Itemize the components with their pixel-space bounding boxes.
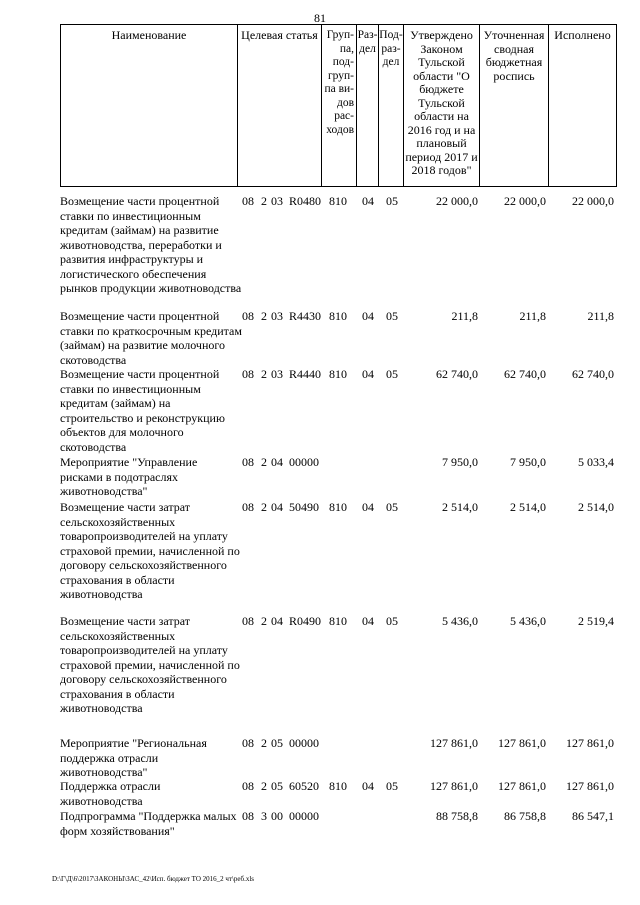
refined-amount: 2 514,0 (510, 500, 546, 514)
refined-amount: 5 436,0 (510, 614, 546, 628)
row-name: Мероприятие "Управление рисками в подотраслях животноводства" (60, 455, 198, 498)
target-code-program: 08 (242, 194, 254, 208)
executed-amount: 86 547,1 (572, 809, 614, 823)
subsection-code: 05 (386, 614, 398, 628)
expense-group: 810 (329, 614, 347, 628)
section-code: 04 (362, 194, 374, 208)
header-group-text: Груп- па, под- груп- па ви- дов рас- ходов (324, 29, 354, 136)
target-code-event: 03 (271, 367, 283, 381)
approved-amount: 127 861,0 (430, 736, 478, 750)
header-name-text: Наименование (111, 28, 187, 42)
target-code-program: 08 (242, 736, 254, 750)
row-name: Мероприятие "Региональная поддержка отрасли животноводства" (60, 736, 207, 779)
refined-amount: 62 740,0 (504, 367, 546, 381)
page-number: 81 (314, 11, 326, 25)
section-code: 04 (362, 614, 374, 628)
section-code: 04 (362, 779, 374, 793)
executed-amount: 127 861,0 (566, 779, 614, 793)
row-name: Возмещение части процентной ставки по инвестиционным кредитам (займам) на развитие животноводства, переработки и развития инфраструктуры и логистического обеспечения рынков продукции животноводства (60, 194, 242, 295)
approved-amount: 7 950,0 (442, 455, 478, 469)
target-code-subprogram: 2 (261, 736, 267, 750)
expense-group: 810 (329, 779, 347, 793)
target-code-event: 03 (271, 194, 283, 208)
refined-amount: 127 861,0 (498, 779, 546, 793)
header-target (238, 24, 322, 187)
approved-amount: 127 861,0 (430, 779, 478, 793)
subsection-code: 05 (386, 309, 398, 323)
section-code: 04 (362, 500, 374, 514)
header-name (60, 24, 238, 187)
section-code: 04 (362, 367, 374, 381)
target-code-subprogram: 2 (261, 614, 267, 628)
refined-amount: 7 950,0 (510, 455, 546, 469)
header-group (322, 24, 357, 187)
executed-amount: 5 033,4 (578, 455, 614, 469)
subsection-code: 05 (386, 194, 398, 208)
section-code: 04 (362, 309, 374, 323)
expense-group: 810 (329, 500, 347, 514)
target-code-program: 08 (242, 309, 254, 323)
executed-amount: 211,8 (587, 309, 614, 323)
target-code-direction: 50490 (289, 500, 319, 514)
expense-group: 810 (329, 309, 347, 323)
subsection-code: 05 (386, 779, 398, 793)
approved-amount: 5 436,0 (442, 614, 478, 628)
target-code-program: 08 (242, 500, 254, 514)
target-code-direction: R4440 (289, 367, 322, 381)
subsection-code: 05 (386, 367, 398, 381)
subsection-code: 05 (386, 500, 398, 514)
executed-amount: 2 519,4 (578, 614, 614, 628)
row-name: Подпрограмма "Поддержка малых форм хозяйствования" (60, 809, 237, 838)
executed-amount: 22 000,0 (572, 194, 614, 208)
target-code-event: 04 (271, 500, 283, 514)
file-path-footer: D:\Г\Д\6\2017\ЗАКОНЫ\ЗАС_42\Исп. бюджет ТО 2016_2 чт\реб.xls (52, 875, 255, 883)
target-code-direction: R0490 (289, 614, 322, 628)
target-code-program: 08 (242, 779, 254, 793)
approved-amount: 211,8 (451, 309, 478, 323)
approved-amount: 88 758,8 (436, 809, 478, 823)
target-code-direction: 60520 (289, 779, 319, 793)
executed-amount: 127 861,0 (566, 736, 614, 750)
header-section-text: Раз- дел (357, 29, 378, 55)
header-refined (480, 24, 549, 187)
target-code-program: 08 (242, 455, 254, 469)
target-code-subprogram: 2 (261, 194, 267, 208)
refined-amount: 86 758,8 (504, 809, 546, 823)
target-code-subprogram: 2 (261, 367, 267, 381)
target-code-direction: 00000 (289, 736, 319, 750)
target-code-event: 03 (271, 309, 283, 323)
row-name: Возмещение части процентной ставки по краткосрочным кредитам (займам) на развитие молочного скотоводства (60, 309, 242, 367)
target-code-program: 08 (242, 614, 254, 628)
target-code-direction: R0480 (289, 194, 322, 208)
expense-group: 810 (329, 367, 347, 381)
header-approved-text: Утверждено Законом Тульской области "О бюджете Тульской области на 2016 год и на плановый период 2017 и 2018 годов" (405, 28, 478, 177)
expense-group: 810 (329, 194, 347, 208)
target-code-event: 05 (271, 736, 283, 750)
target-code-direction: 00000 (289, 809, 319, 823)
header-target-text: Целевая статья (241, 28, 318, 42)
target-code-subprogram: 2 (261, 500, 267, 514)
target-code-program: 08 (242, 809, 254, 823)
row-name: Поддержка отрасли животноводства (60, 779, 161, 808)
target-code-event: 00 (271, 809, 283, 823)
approved-amount: 62 740,0 (436, 367, 478, 381)
target-code-event: 04 (271, 455, 283, 469)
refined-amount: 127 861,0 (498, 736, 546, 750)
executed-amount: 2 514,0 (578, 500, 614, 514)
header-executed (549, 24, 617, 187)
target-code-direction: 00000 (289, 455, 319, 469)
header-executed-text: Исполнено (554, 28, 611, 42)
refined-amount: 211,8 (519, 309, 546, 323)
header-subsection-text: Под- раз- дел (379, 29, 403, 68)
target-code-subprogram: 3 (261, 809, 267, 823)
header-section (357, 24, 379, 187)
target-code-event: 05 (271, 779, 283, 793)
target-code-event: 04 (271, 614, 283, 628)
approved-amount: 22 000,0 (436, 194, 478, 208)
target-code-program: 08 (242, 367, 254, 381)
target-code-subprogram: 2 (261, 455, 267, 469)
header-approved (404, 24, 480, 187)
approved-amount: 2 514,0 (442, 500, 478, 514)
refined-amount: 22 000,0 (504, 194, 546, 208)
header-subsection (379, 24, 404, 187)
row-name: Возмещение части процентной ставки по инвестиционным кредитам (займам) на строительство и реконструкцию объектов для молочного скотоводства (60, 367, 225, 454)
target-code-direction: R4430 (289, 309, 322, 323)
target-code-subprogram: 2 (261, 779, 267, 793)
target-code-subprogram: 2 (261, 309, 267, 323)
row-name: Возмещение части затрат сельскохозяйственных товаропроизводителей на уплату страховой премии, начисленной по договору сельскохозяйственного страхования в области животноводства (60, 614, 240, 715)
header-refined-text: Уточненная сводная бюджетная роспись (483, 28, 545, 83)
row-name: Возмещение части затрат сельскохозяйственных товаропроизводителей на уплату страховой премии, начисленной по договору сельскохозяйственного страхования в области животноводства (60, 500, 240, 601)
executed-amount: 62 740,0 (572, 367, 614, 381)
